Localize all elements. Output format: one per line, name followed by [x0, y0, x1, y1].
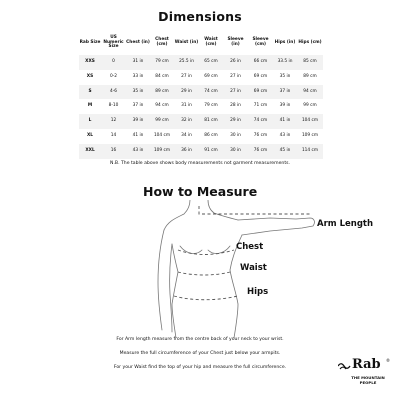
table-cell: 99 cm	[303, 103, 317, 109]
table-cell: XL	[86, 132, 94, 138]
header-us-size: US Numeric Size	[103, 34, 124, 50]
hips-label: Hips	[247, 287, 269, 297]
table-cell: 27 in	[223, 85, 248, 100]
table-cell: 8-10	[108, 103, 119, 109]
table-cell: 114 cm	[297, 144, 323, 159]
table-cell: 32 in	[174, 114, 199, 129]
table-cell: 94 cm	[297, 85, 323, 100]
table-row	[79, 85, 323, 100]
table-cell: 69 cm	[253, 73, 268, 79]
table-cell: 69 cm	[204, 73, 218, 79]
table-cell: L	[79, 114, 101, 129]
arm-length-label: Arm Length	[317, 219, 374, 229]
table-row	[79, 129, 323, 144]
table-cell: 4-6	[101, 85, 126, 100]
table-cell: 65 cm	[199, 55, 223, 70]
header-sleeve-in: Sleeve (in)	[227, 37, 244, 47]
instruction-waist: For your Waist find the top of your hip and measure the full circumference.	[113, 365, 287, 370]
table-cell: 109 cm	[301, 132, 319, 138]
waist-label: Waist	[240, 263, 267, 273]
table-cell: 66 cm	[248, 55, 273, 70]
mountain-wave-icon	[338, 362, 352, 370]
header-waist-cm: Waist (cm)	[204, 37, 218, 47]
table-cell: 91 cm	[199, 144, 223, 159]
table-cell: 27 in	[181, 73, 192, 79]
table-cell: 33.5 in	[273, 55, 297, 70]
table-cell: 109 cm	[150, 144, 174, 159]
header-hips-in: Hips (in)	[274, 39, 296, 45]
table-cell: M	[87, 103, 93, 109]
table-cell: 76 cm	[253, 132, 268, 138]
table-cell: 86 cm	[204, 132, 218, 138]
table-cell: 30 in	[230, 132, 241, 138]
table-cell: 43 in	[126, 144, 150, 159]
table-cell: 37 in	[132, 103, 144, 109]
table-cell: 0	[101, 55, 126, 70]
table-cell: 25.5 in	[174, 55, 199, 70]
table-cell: 41 in	[132, 132, 144, 138]
table-cell: 104 cm	[297, 114, 323, 129]
table-header-row	[79, 31, 323, 55]
brand-tagline	[343, 376, 393, 386]
header-sleeve-cm: Sleeve (cm)	[252, 37, 269, 47]
instruction-chest: Measure the full circumference of your Chest just below your armpits.	[119, 351, 281, 356]
table-cell: 74 cm	[248, 114, 273, 129]
table-cell: 0-2	[109, 73, 118, 79]
table-cell: 29 in	[223, 114, 248, 129]
table-cell: 71 cm	[253, 103, 268, 109]
table-cell: 45 in	[273, 144, 297, 159]
chest-label: Chest	[236, 242, 264, 252]
how-to-measure-title: How to Measure	[143, 184, 258, 199]
table-cell: 39 in	[279, 103, 291, 109]
table-cell: 99 cm	[150, 114, 174, 129]
table-cell: 31 in	[181, 103, 192, 109]
header-chest-cm: Chest (cm)	[155, 37, 169, 47]
table-cell: 89 cm	[150, 85, 174, 100]
table-cell: 85 cm	[297, 55, 323, 70]
table-cell: 26 in	[223, 55, 248, 70]
table-cell: 29 in	[174, 85, 199, 100]
table-cell: 79 cm	[204, 103, 218, 109]
table-cell: 14	[110, 132, 117, 138]
header-waist-in: Waist (in)	[174, 39, 199, 45]
table-cell: 12	[101, 114, 126, 129]
table-cell: XS	[86, 73, 94, 79]
dimensions-title: Dimensions	[158, 9, 242, 24]
registered-mark: ®	[386, 358, 390, 363]
table-cell: 30 in	[223, 144, 248, 159]
table-cell: 89 cm	[303, 73, 317, 79]
table-cell: S	[79, 85, 101, 100]
header-chest-in: Chest (in)	[126, 39, 150, 45]
table-cell: 41 in	[273, 114, 297, 129]
table-cell: 37 in	[273, 85, 297, 100]
table-cell: 76 cm	[248, 144, 273, 159]
table-cell: XXS	[79, 55, 101, 70]
header-rab-size: Rab Size	[79, 39, 101, 45]
body-figure-illustration	[150, 200, 320, 338]
table-cell: 104 cm	[153, 132, 171, 138]
table-cell: 74 cm	[199, 85, 223, 100]
table-cell: 84 cm	[155, 73, 169, 79]
table-cell: 35 in	[126, 85, 150, 100]
table-cell: 94 cm	[155, 103, 169, 109]
table-cell: 34 in	[181, 132, 192, 138]
table-cell: 81 cm	[199, 114, 223, 129]
table-row	[79, 144, 323, 159]
table-cell: 39 in	[126, 114, 150, 129]
table-row	[79, 55, 323, 70]
table-row	[79, 70, 323, 85]
table-cell: 69 cm	[248, 85, 273, 100]
size-table	[79, 31, 323, 159]
tagline-line-1: THE MOUNTAIN	[351, 375, 385, 380]
header-hips-cm: Hips (cm)	[298, 39, 322, 45]
table-cell: XXL	[79, 144, 101, 159]
table-cell: 79 cm	[150, 55, 174, 70]
table-cell: 43 in	[279, 132, 291, 138]
table-row	[79, 99, 323, 114]
table-cell: 16	[101, 144, 126, 159]
table-cell: 36 in	[174, 144, 199, 159]
table-note: N.B. The table above shows body measurements not garment measurements.	[110, 161, 290, 166]
tagline-line-2: PEOPLE	[359, 379, 377, 385]
table-cell: 33 in	[132, 73, 144, 79]
table-cell: 31 in	[126, 55, 150, 70]
table-cell: 35 in	[279, 73, 291, 79]
table-cell: 28 in	[230, 103, 241, 109]
instruction-arm-length: For Arm length measure from the centre back of your neck to your wrist.	[116, 337, 284, 342]
table-cell: 27 in	[230, 73, 241, 79]
brand-name: Rab	[352, 357, 381, 372]
table-row	[79, 114, 323, 129]
